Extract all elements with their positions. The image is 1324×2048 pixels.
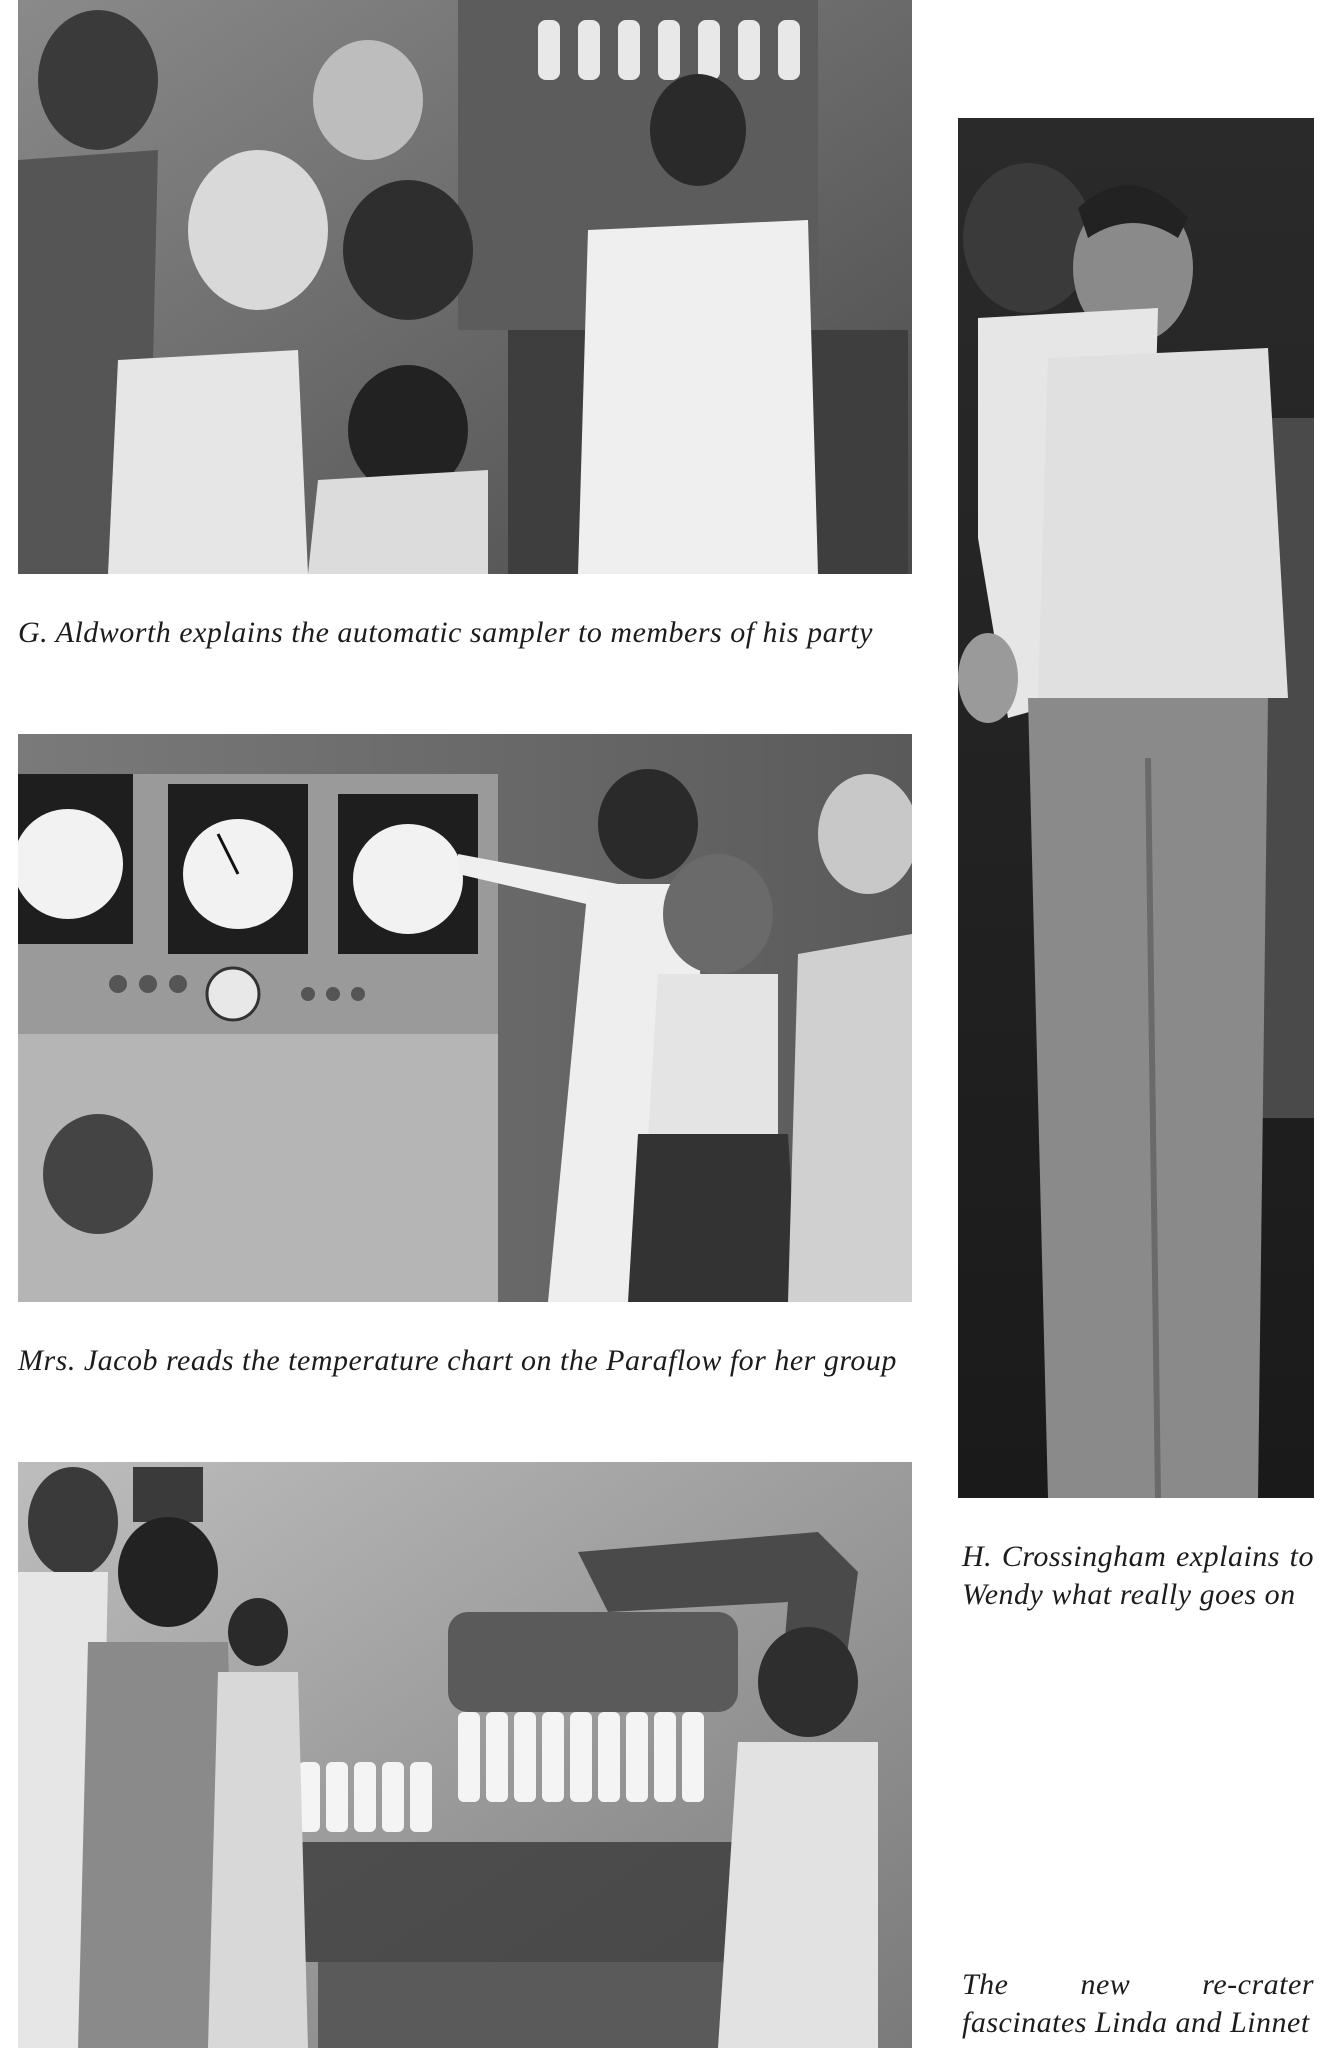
photo-automatic-sampler-image (18, 0, 912, 574)
photo-crossingham-wendy (958, 118, 1314, 1498)
caption-photo4: The new re-crater fascinates Linda and Linnet (962, 1968, 1314, 2039)
caption-photo2: Mrs. Jacob reads the temperature chart on the Paraflow for her group (18, 1344, 897, 1377)
photo-re-crater-image (18, 1462, 912, 2048)
photo-re-crater (18, 1462, 912, 2048)
caption-photo1: G. Aldworth explains the automatic sampler to members of his party (18, 616, 873, 649)
caption-photo3: H. Crossingham explains to Wendy what really goes on (962, 1540, 1314, 1611)
photo-crossingham-image (958, 118, 1314, 1498)
photo-paraflow-temperature-chart (18, 734, 912, 1302)
photo-paraflow-image (18, 734, 912, 1302)
photo-automatic-sampler (18, 0, 912, 574)
